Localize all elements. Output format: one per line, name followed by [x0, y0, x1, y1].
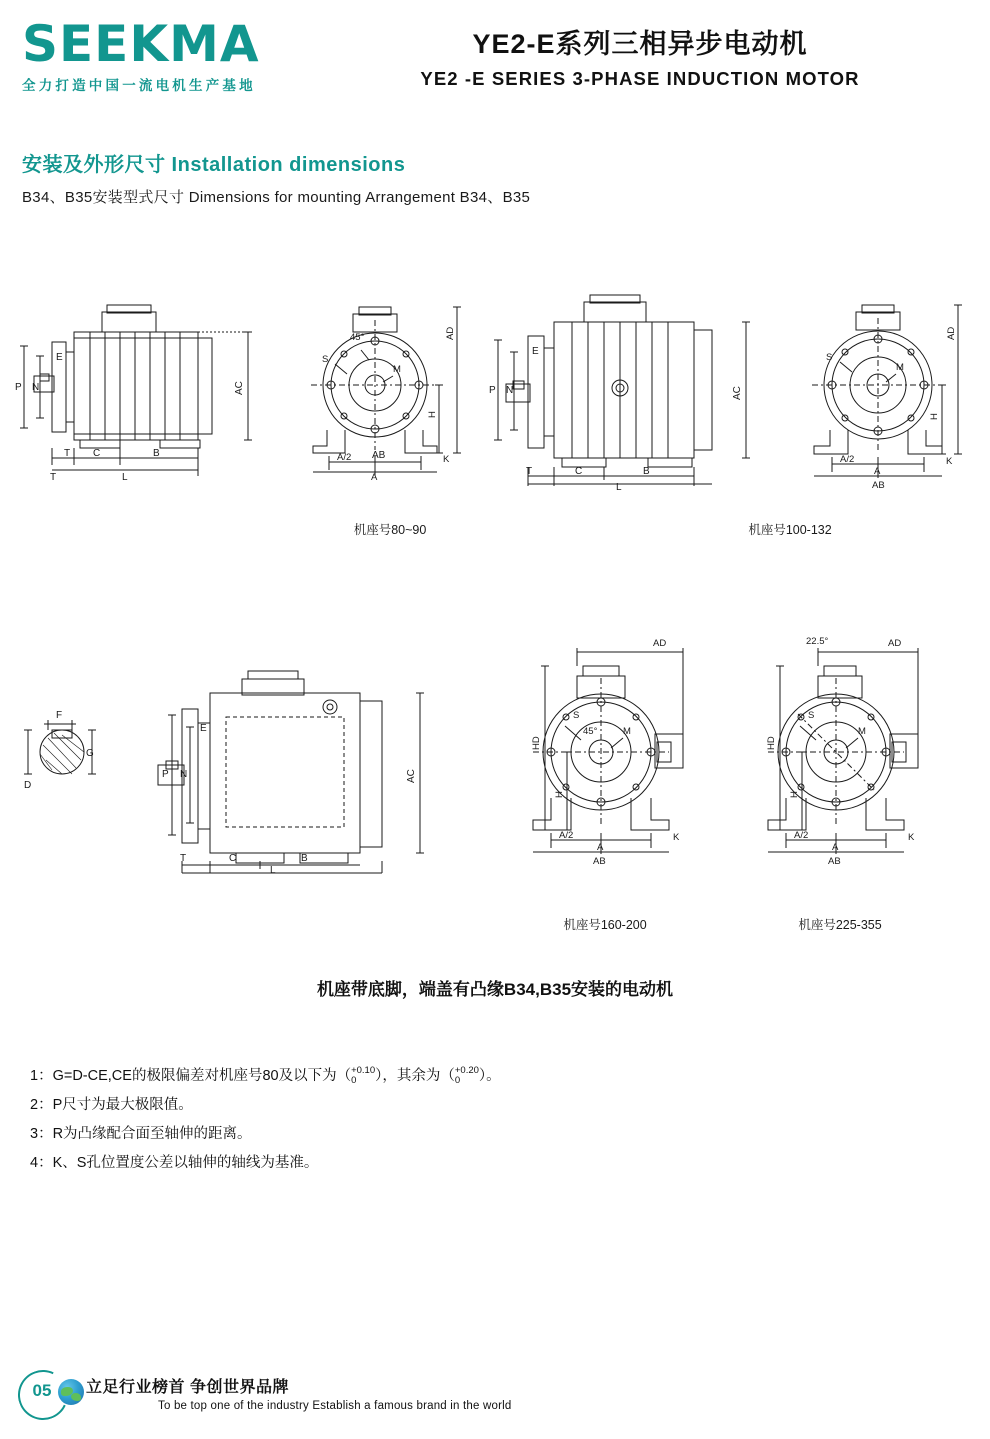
svg-text:AC: AC	[732, 386, 743, 400]
note-4-index: 4：	[30, 1155, 53, 1171]
svg-text:H: H	[789, 791, 800, 798]
note-3-text: R为凸缘配合面至轴伸的距离。	[52, 1126, 252, 1142]
dim-label-angle-45: 45°	[350, 332, 365, 343]
note-1-index: 1：	[30, 1068, 53, 1084]
figure-1-caption: 机座号80~90	[353, 523, 427, 537]
note-2-index: 2：	[30, 1097, 53, 1113]
svg-text:T: T	[526, 466, 533, 477]
note-item-2	[30, 1091, 930, 1120]
figure-3-side-view	[130, 665, 450, 875]
svg-text:S: S	[573, 710, 580, 721]
svg-text:HD: HD	[766, 736, 777, 750]
figure-2-caption: 机座号100-132	[748, 523, 832, 537]
note-1-text-b: ），其余为（	[375, 1068, 455, 1084]
svg-text:22.5°: 22.5°	[806, 636, 829, 647]
page-title-en: YE2 -E SERIES 3-PHASE INDUCTION MOTOR	[420, 68, 860, 89]
logo-slogan: 全力打造中国一流电机生产基地	[22, 78, 256, 93]
svg-text:N: N	[180, 769, 188, 780]
dim-label-K: K	[443, 454, 450, 465]
note-1-text-c: ）。	[478, 1068, 501, 1084]
figure-4-end-view	[740, 630, 940, 870]
svg-text:G: G	[86, 748, 94, 759]
svg-text:C: C	[229, 853, 237, 864]
dim-label-S: S	[322, 354, 329, 365]
note-2-text: P尺寸为最大极限值。	[52, 1097, 193, 1113]
note-3-index: 3：	[30, 1126, 53, 1142]
page-number: 05	[32, 1381, 52, 1400]
svg-text:P: P	[489, 385, 496, 396]
dim-label-AC: AC	[234, 381, 245, 395]
svg-text:AD: AD	[653, 638, 667, 649]
svg-text:D: D	[24, 780, 32, 791]
svg-text:M: M	[858, 726, 866, 737]
note-1-tolerance-b	[455, 1066, 479, 1086]
notes-list	[30, 1062, 930, 1178]
footer-slogan-en: To be top one of the industry Establish a famous brand in the world	[158, 1400, 512, 1412]
figure-3-end-view	[505, 630, 705, 870]
svg-text:A: A	[874, 466, 881, 477]
note-1-sub-a: 0	[351, 1075, 357, 1087]
logo-wordmark: SEEKMA	[22, 18, 332, 70]
svg-text:P: P	[162, 769, 169, 780]
dim-label-E: E	[56, 352, 63, 363]
svg-text:E: E	[200, 723, 207, 734]
svg-text:H: H	[554, 791, 565, 798]
page-header	[0, 0, 990, 112]
svg-text:K: K	[908, 832, 915, 843]
figure-2-end-view	[800, 290, 980, 490]
note-1-sup-a: +0.10	[351, 1065, 376, 1077]
svg-text:F: F	[56, 710, 63, 721]
center-note: 机座带底脚，端盖有凸缘B34,B35安装的电动机	[316, 980, 674, 999]
svg-text:A: A	[832, 842, 839, 853]
document-title	[340, 22, 940, 90]
svg-text:M: M	[623, 726, 631, 737]
note-item-3	[30, 1120, 930, 1149]
svg-text:AB: AB	[872, 480, 885, 490]
note-1-sub-b: 0	[454, 1075, 461, 1087]
dim-label-L: L	[122, 472, 128, 480]
footer-slogan-cn: 立足行业榜首 争创世界品牌	[86, 1379, 289, 1396]
dim-label-B: B	[153, 448, 160, 459]
svg-text:T: T	[180, 853, 187, 864]
figure-1-AB-label	[348, 440, 428, 464]
svg-text:AD: AD	[946, 326, 957, 340]
globe-icon	[58, 1379, 84, 1405]
svg-text:K: K	[946, 456, 953, 467]
note-4-text: K、S孔位置度公差以轴伸的轴线为基准。	[52, 1155, 319, 1171]
svg-text:AC: AC	[406, 769, 417, 783]
figure-3-caption: 机座号160-200	[563, 918, 647, 932]
svg-text:S: S	[808, 710, 815, 721]
figure-1-side-view	[10, 290, 290, 480]
svg-text:A/2: A/2	[559, 830, 574, 841]
svg-text:A/2: A/2	[794, 830, 809, 841]
dim-label-M: M	[393, 364, 401, 375]
svg-text:T: T	[64, 448, 71, 459]
svg-text:N: N	[506, 385, 514, 396]
svg-text:H: H	[929, 413, 940, 420]
dim-label-P: P	[15, 382, 22, 393]
svg-text:K: K	[673, 832, 680, 843]
brand-logo	[22, 15, 332, 94]
svg-text:AB: AB	[372, 450, 386, 461]
note-1-tolerance-a	[351, 1066, 375, 1086]
svg-text:AB: AB	[828, 856, 841, 867]
dim-label-T: T	[50, 472, 57, 480]
section-subtitle: B34、B35安装型式尺寸 Dimensions for mounting Arrangement B34、B35	[22, 189, 531, 206]
dim-label-A: A	[371, 472, 378, 480]
svg-text:A/2: A/2	[840, 454, 855, 465]
svg-text:B: B	[643, 466, 650, 477]
svg-text:AD: AD	[888, 638, 902, 649]
svg-text:S: S	[826, 352, 833, 363]
note-item-4	[30, 1149, 930, 1178]
page-number-block	[18, 1368, 88, 1420]
dim-label-AD: AD	[445, 326, 456, 340]
svg-text:45°: 45°	[583, 726, 598, 737]
dim-label-A-half: A/2	[337, 452, 352, 463]
figure-3-key-section	[10, 690, 120, 820]
note-item-1	[30, 1062, 930, 1091]
svg-text:B: B	[301, 853, 308, 864]
svg-text:M: M	[896, 362, 904, 373]
svg-text:C: C	[575, 466, 583, 477]
dim-label-H: H	[427, 411, 438, 418]
section-title: 安装及外形尺寸 Installation dimensions	[22, 154, 406, 176]
svg-text:HD: HD	[531, 736, 542, 750]
dim-label-N: N	[32, 382, 40, 393]
svg-text:A: A	[597, 842, 604, 853]
page-title-cn: YE2-E系列三相异步电动机	[472, 29, 808, 59]
note-1-sup-b: +0.20	[454, 1065, 479, 1077]
figure-2-side-view	[480, 290, 780, 490]
svg-text:AB: AB	[593, 856, 606, 867]
page-footer	[0, 1368, 990, 1438]
note-1-text-a: G=D-CE,CE的极限偏差对机座号80及以下为（	[52, 1068, 352, 1084]
svg-text:L: L	[616, 482, 622, 490]
svg-text:L: L	[270, 865, 276, 875]
dim-label-C: C	[93, 448, 101, 459]
svg-text:E: E	[532, 346, 539, 357]
figure-4-caption: 机座号225-355	[798, 918, 882, 932]
